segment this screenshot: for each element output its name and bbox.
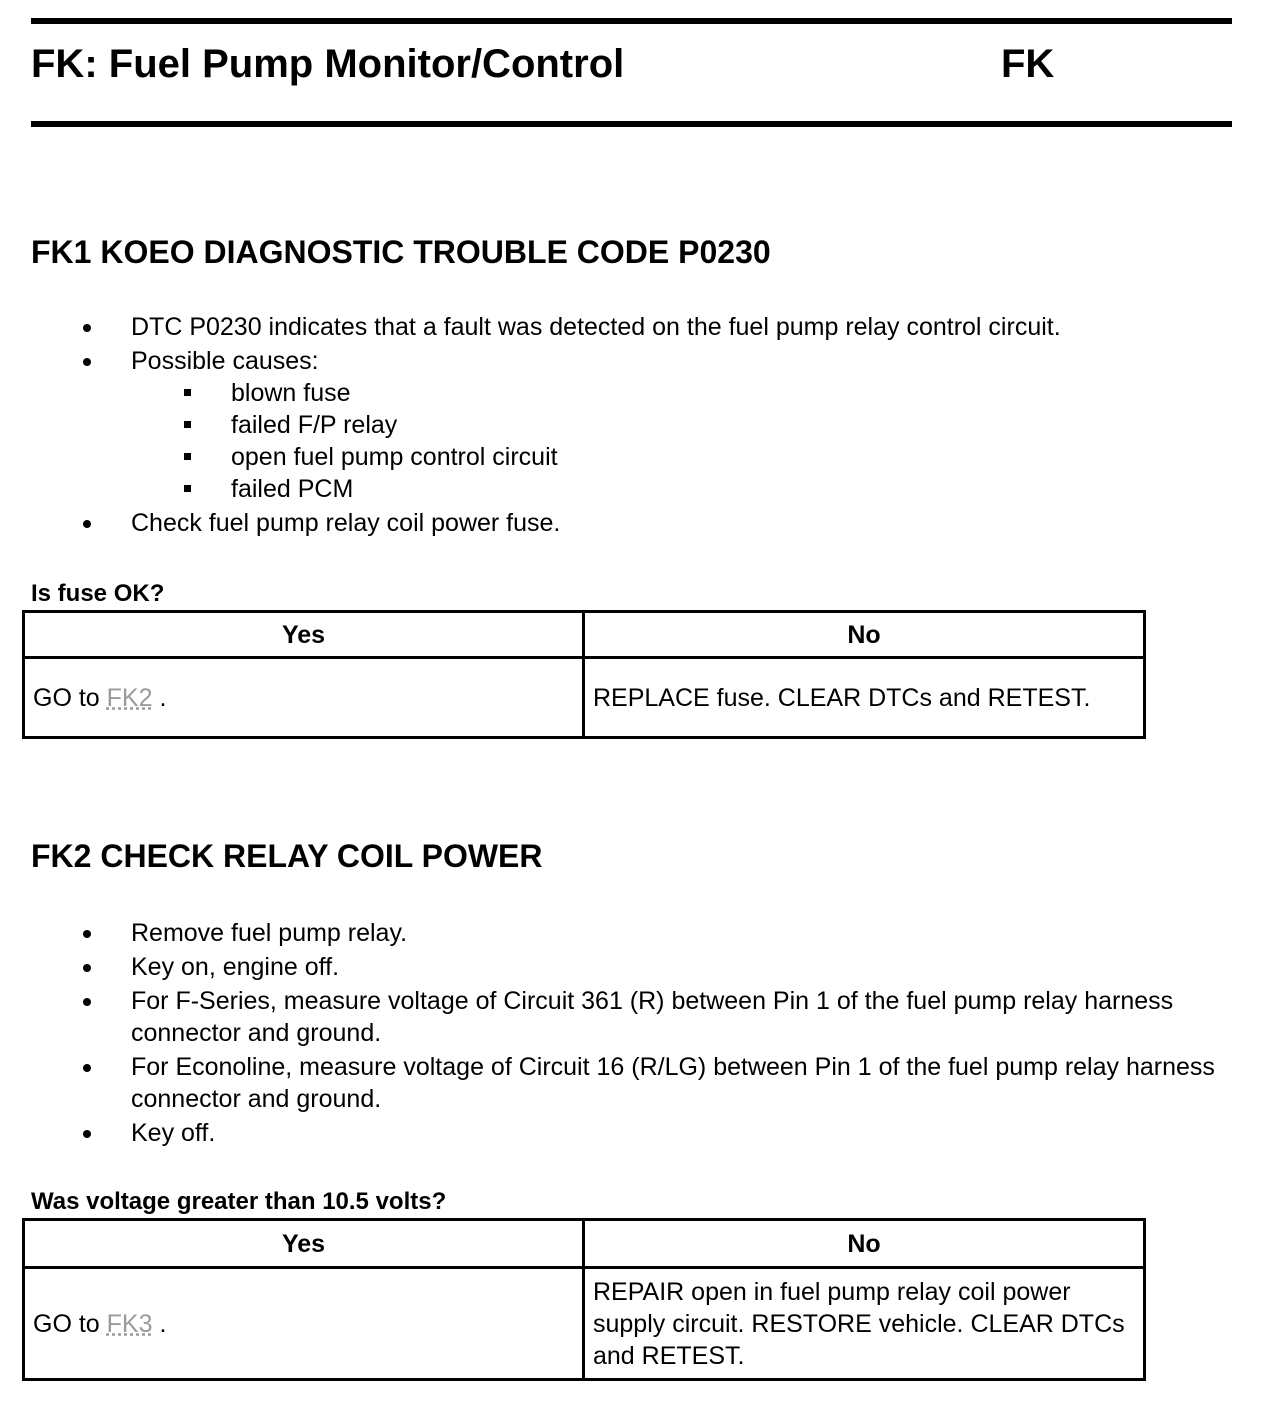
square-bullet-icon	[184, 389, 191, 396]
bullet-icon	[83, 358, 91, 366]
list-item	[31, 311, 1241, 343]
yes-cell: GO to FK3 .	[24, 1268, 584, 1380]
list-item	[31, 1051, 1241, 1115]
no-cell: REPLACE fuse. CLEAR DTCs and RETEST.	[584, 658, 1145, 738]
fk2-section	[31, 836, 1241, 876]
section-code: FK	[1001, 42, 1055, 86]
list-item	[131, 409, 1241, 441]
list-item	[31, 985, 1241, 1049]
list-item	[131, 473, 1241, 505]
causes-list	[131, 377, 1241, 505]
fk1-title: FK1 KOEO DIAGNOSTIC TROUBLE CODE P0230	[31, 234, 771, 270]
bullet-icon	[83, 964, 91, 972]
bullet-icon	[83, 324, 91, 332]
no-header: No	[584, 612, 1145, 658]
no-header: No	[584, 1220, 1145, 1268]
no-cell: REPAIR open in fuel pump relay coil power supply circuit. RESTORE vehicle. CLEAR DTCs and RETEST.	[584, 1268, 1145, 1380]
page-title: FK: Fuel Pump Monitor/Control	[31, 42, 625, 86]
yes-header: Yes	[24, 1220, 584, 1268]
list-item	[31, 507, 1241, 539]
fk2-title: FK2 CHECK RELAY COIL POWER	[31, 838, 543, 874]
fk2-step-4: For Econoline, measure voltage of Circuit 16 (R/LG) between Pin 1 of the fuel pump relay harness connector and ground.	[131, 1053, 1215, 1113]
list-item	[31, 1117, 1241, 1149]
list-item	[31, 345, 1241, 505]
top-rule	[31, 18, 1232, 24]
square-bullet-icon	[184, 453, 191, 460]
fk2-step-3: For F-Series, measure voltage of Circuit 361 (R) between Pin 1 of the fuel pump relay harness connector and ground.	[131, 987, 1174, 1047]
square-bullet-icon	[184, 421, 191, 428]
cause-3: open fuel pump control circuit	[231, 443, 558, 471]
list-item	[31, 951, 1241, 983]
fk1-step-1: DTC P0230 indicates that a fault was detected on the fuel pump relay control circuit.	[131, 313, 1061, 341]
cause-1: blown fuse	[231, 379, 351, 407]
fk2-answer-table	[22, 1218, 1146, 1381]
fk1-answer-table	[22, 610, 1146, 739]
bullet-icon	[83, 930, 91, 938]
fk2-step-1: Remove fuel pump relay.	[131, 919, 408, 947]
fk2-question: Was voltage greater than 10.5 volts?	[31, 1188, 447, 1215]
bullet-icon	[83, 1064, 91, 1072]
fk2-step-5: Key off.	[131, 1119, 216, 1147]
fk2-step-2: Key on, engine off.	[131, 953, 340, 981]
bullet-icon	[83, 1130, 91, 1138]
yes-cell: GO to FK2 .	[24, 658, 584, 738]
cause-2: failed F/P relay	[231, 411, 398, 439]
fk1-step-3: Check fuel pump relay coil power fuse.	[131, 509, 561, 537]
list-item	[31, 917, 1241, 949]
fk2-steps	[31, 917, 1241, 1151]
cause-4: failed PCM	[231, 475, 354, 503]
list-item	[131, 441, 1241, 473]
bullet-icon	[83, 520, 91, 528]
square-bullet-icon	[184, 485, 191, 492]
fk1-section	[31, 232, 1241, 272]
fk1-step-2: Possible causes:	[131, 347, 319, 375]
fk1-question: Is fuse OK?	[31, 580, 165, 607]
bottom-rule	[31, 121, 1232, 127]
yes-header: Yes	[24, 612, 584, 658]
bullet-icon	[83, 998, 91, 1006]
fk2-link[interactable]: FK2	[106, 683, 153, 712]
fk3-link[interactable]: FK3	[106, 1309, 153, 1338]
list-item	[131, 377, 1241, 409]
fk1-steps	[31, 311, 1241, 541]
